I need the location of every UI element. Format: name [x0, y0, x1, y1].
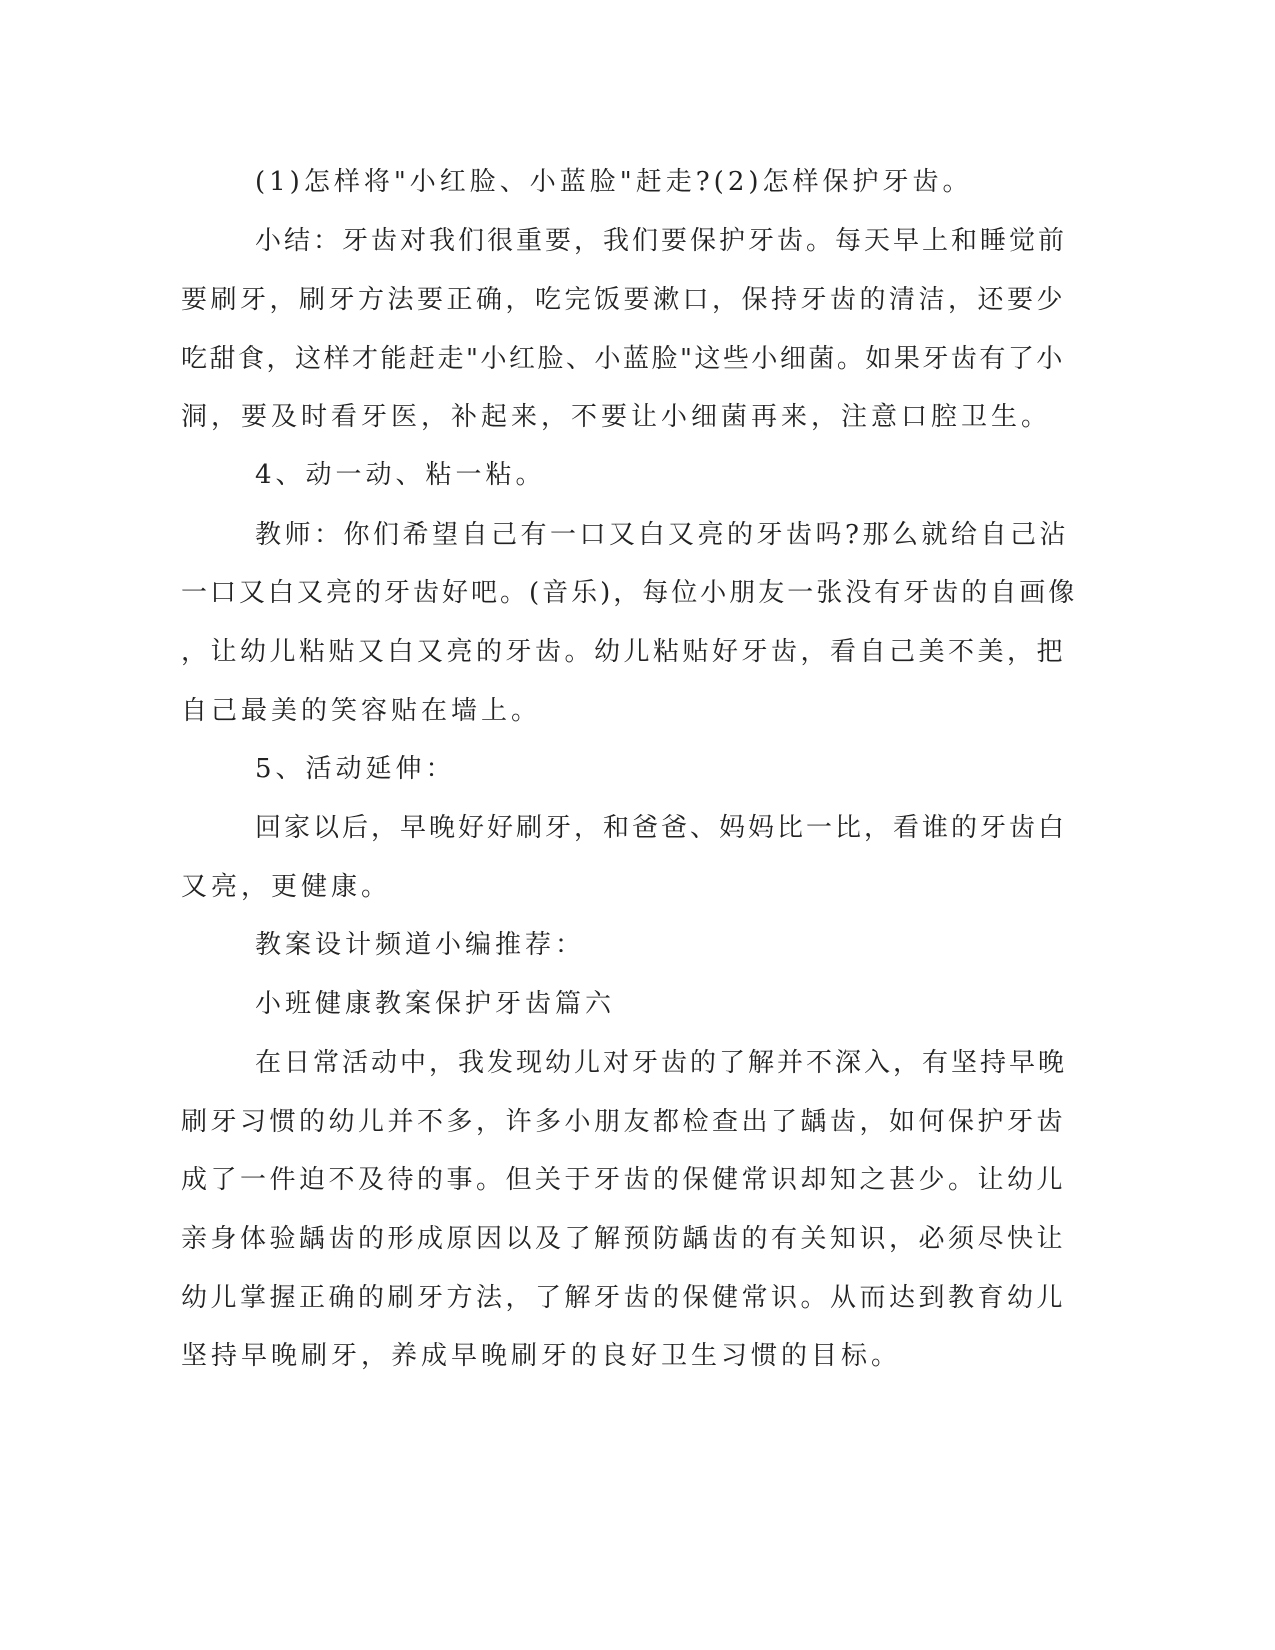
text-line: 又亮，更健康。: [181, 872, 392, 902]
text-line: 教案设计频道小编推荐：: [255, 930, 586, 960]
text-line: 一口又白又亮的牙齿好吧。(音乐)，每位小朋友一张没有牙齿的自画像: [181, 578, 1078, 608]
text-line: 小班健康教案保护牙齿篇六: [255, 989, 616, 1019]
text-line: 吃甜食，这样才能赶走"小红脸、小蓝脸"这些小细菌。如果牙齿有了小: [181, 344, 1065, 374]
text-line: 教师：你们希望自己有一口又白又亮的牙齿吗?那么就给自己沾: [255, 520, 1069, 550]
text-line: 回家以后，早晚好好刷牙，和爸爸、妈妈比一比，看谁的牙齿白: [255, 813, 1068, 843]
text-line: 刷牙习惯的幼儿并不多，许多小朋友都检查出了龋齿，如何保护牙齿: [181, 1107, 1067, 1137]
text-line: 成了一件迫不及待的事。但关于牙齿的保健常识却知之甚少。让幼儿: [181, 1165, 1067, 1195]
text-line: 坚持早晚刷牙，养成早晚刷牙的良好卫生习惯的目标。: [181, 1341, 902, 1371]
text-line: ，让幼儿粘贴又白又亮的牙齿。幼儿粘贴好牙齿，看自己美不美，把: [181, 637, 1067, 667]
text-line: 自己最美的笑容贴在墙上。: [181, 696, 542, 726]
text-line: 洞，要及时看牙医，补起来，不要让小细菌再来，注意口腔卫生。: [181, 402, 1052, 432]
text-line: 小结：牙齿对我们很重要，我们要保护牙齿。每天早上和睡觉前: [255, 226, 1068, 256]
text-line: 5、活动延伸：: [255, 754, 456, 784]
text-line: (1)怎样将"小红脸、小蓝脸"赶走?(2)怎样保护牙齿。: [255, 167, 973, 197]
text-line: 4、动一动、粘一粘。: [255, 460, 546, 490]
text-line: 要刷牙，刷牙方法要正确，吃完饭要漱口，保持牙齿的清洁，还要少: [181, 285, 1067, 315]
text-line: 在日常活动中，我发现幼儿对牙齿的了解并不深入，有坚持早晚: [255, 1048, 1068, 1078]
text-line: 幼儿掌握正确的刷牙方法，了解牙齿的保健常识。从而达到教育幼儿: [181, 1283, 1067, 1313]
text-line: 亲身体验龋齿的形成原因以及了解预防龋齿的有关知识，必须尽快让: [181, 1224, 1067, 1254]
